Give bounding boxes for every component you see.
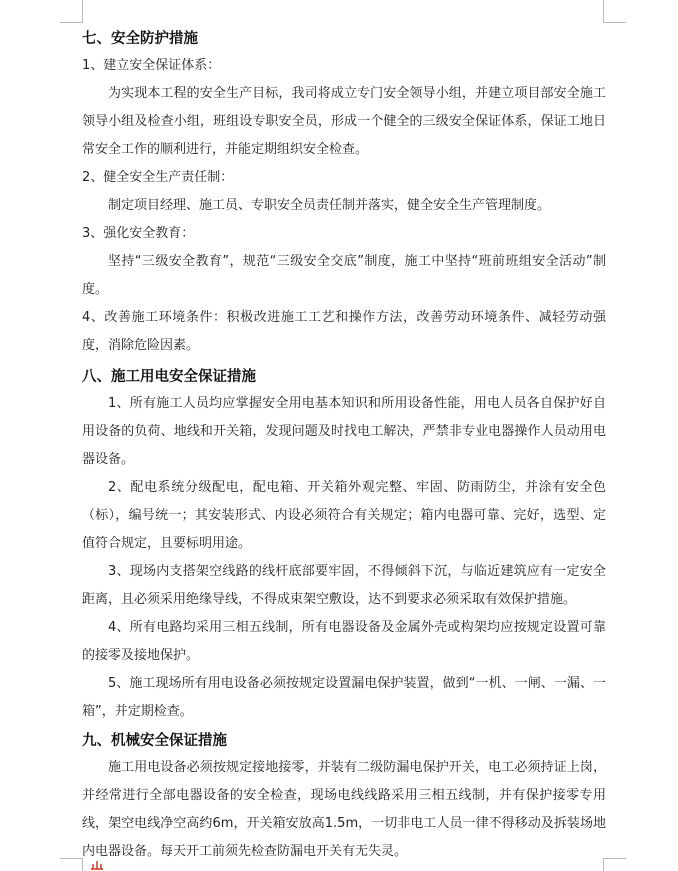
section-7-item-4-body: 4、改善施工环境条件：积极改进施工工艺和操作方法，改善劳动环境条件、减轻劳动强度，消除危险因素。	[82, 310, 606, 353]
section-7-heading: 七、安全防护措施	[82, 31, 198, 47]
crop-mark-top-left	[60, 0, 83, 23]
section-8-paragraph-2: 2、配电系统分级配电，配电箱、开关箱外观完整、牢固、防雨防尘，并涂有安全色（标），编号统一；其安装形式、内设必须符合有关规定；箱内电器可靠、完好，选型、定值符合规定，且要标明用途。	[82, 480, 606, 551]
section-9-paragraph-1: 施工用电设备必须按规定接地接零，并装有二级防漏电保护开关，电工必须持证上岗，并经常进行全部电器设备的安全检查，现场电线线路采用三相五线制，并有保护接零专用线，架空电线净空高约6m，开关箱安放高1.5m，一切非电工人员一律不得移动及拆装场地内电器设备。每天开工前须先检查防漏电开关有无失灵。	[82, 760, 606, 859]
crop-mark-top-right	[603, 0, 626, 23]
section-8-heading: 八、施工用电安全保证措施	[82, 369, 256, 385]
crop-mark-bottom-left	[60, 858, 83, 871]
section-8-paragraph-5: 5、施工现场所有用电设备必须按规定设置漏电保护装置，做到“一机、一闸、一漏、一箱”，并定期检查。	[82, 676, 606, 719]
section-7-item-3-body: 坚持“三级安全教育”，规范“三级安全交底”制度，施工中坚持“班前班组安全活动”制度。	[82, 254, 606, 297]
section-8-paragraph-4: 4、所有电路均采用三相五线制，所有电器设备及金属外壳或构架均应按规定设置可靠的接零及接地保护。	[82, 620, 606, 663]
section-8-paragraph-3: 3、现场内支搭架空线路的线杆底部要牢固，不得倾斜下沉，与临近建筑应有一定安全距离，且必须采用绝缘导线，不得成束架空敷设，达不到要求必须采取有效保护措施。	[82, 564, 606, 607]
document-body	[82, 26, 606, 866]
section-7-item-1-body: 为实现本工程的安全生产目标，我司将成立专门安全领导小组，并建立项目部安全施工领导小组及检查小组，班组设专职安全员，形成一个健全的三级安全保证体系，保证工地日常安全工作的顺利进行，并能定期组织安全检查。	[82, 86, 606, 157]
section-9-heading: 九、机械安全保证措施	[82, 733, 227, 749]
section-7-item-1-title: 1、建立安全保证体系：	[82, 58, 221, 73]
section-7-item-2-body: 制定项目经理、施工员、专职安全员责任制并落实，健全安全生产管理制度。	[108, 198, 551, 213]
crop-mark-bottom-right	[603, 858, 626, 871]
section-7-item-3-title: 3、强化安全教育：	[82, 226, 195, 241]
company-logo-icon	[90, 860, 104, 870]
section-7-item-2-title: 2、健全安全生产责任制：	[82, 170, 234, 185]
section-8-paragraph-1: 1、所有施工人员均应掌握安全用电基本知识和所用设备性能，用电人员各自保护好自用设备的负荷、地线和开关箱，发现问题及时找电工解决，严禁非专业电器操作人员动用电器设备。	[82, 396, 606, 467]
